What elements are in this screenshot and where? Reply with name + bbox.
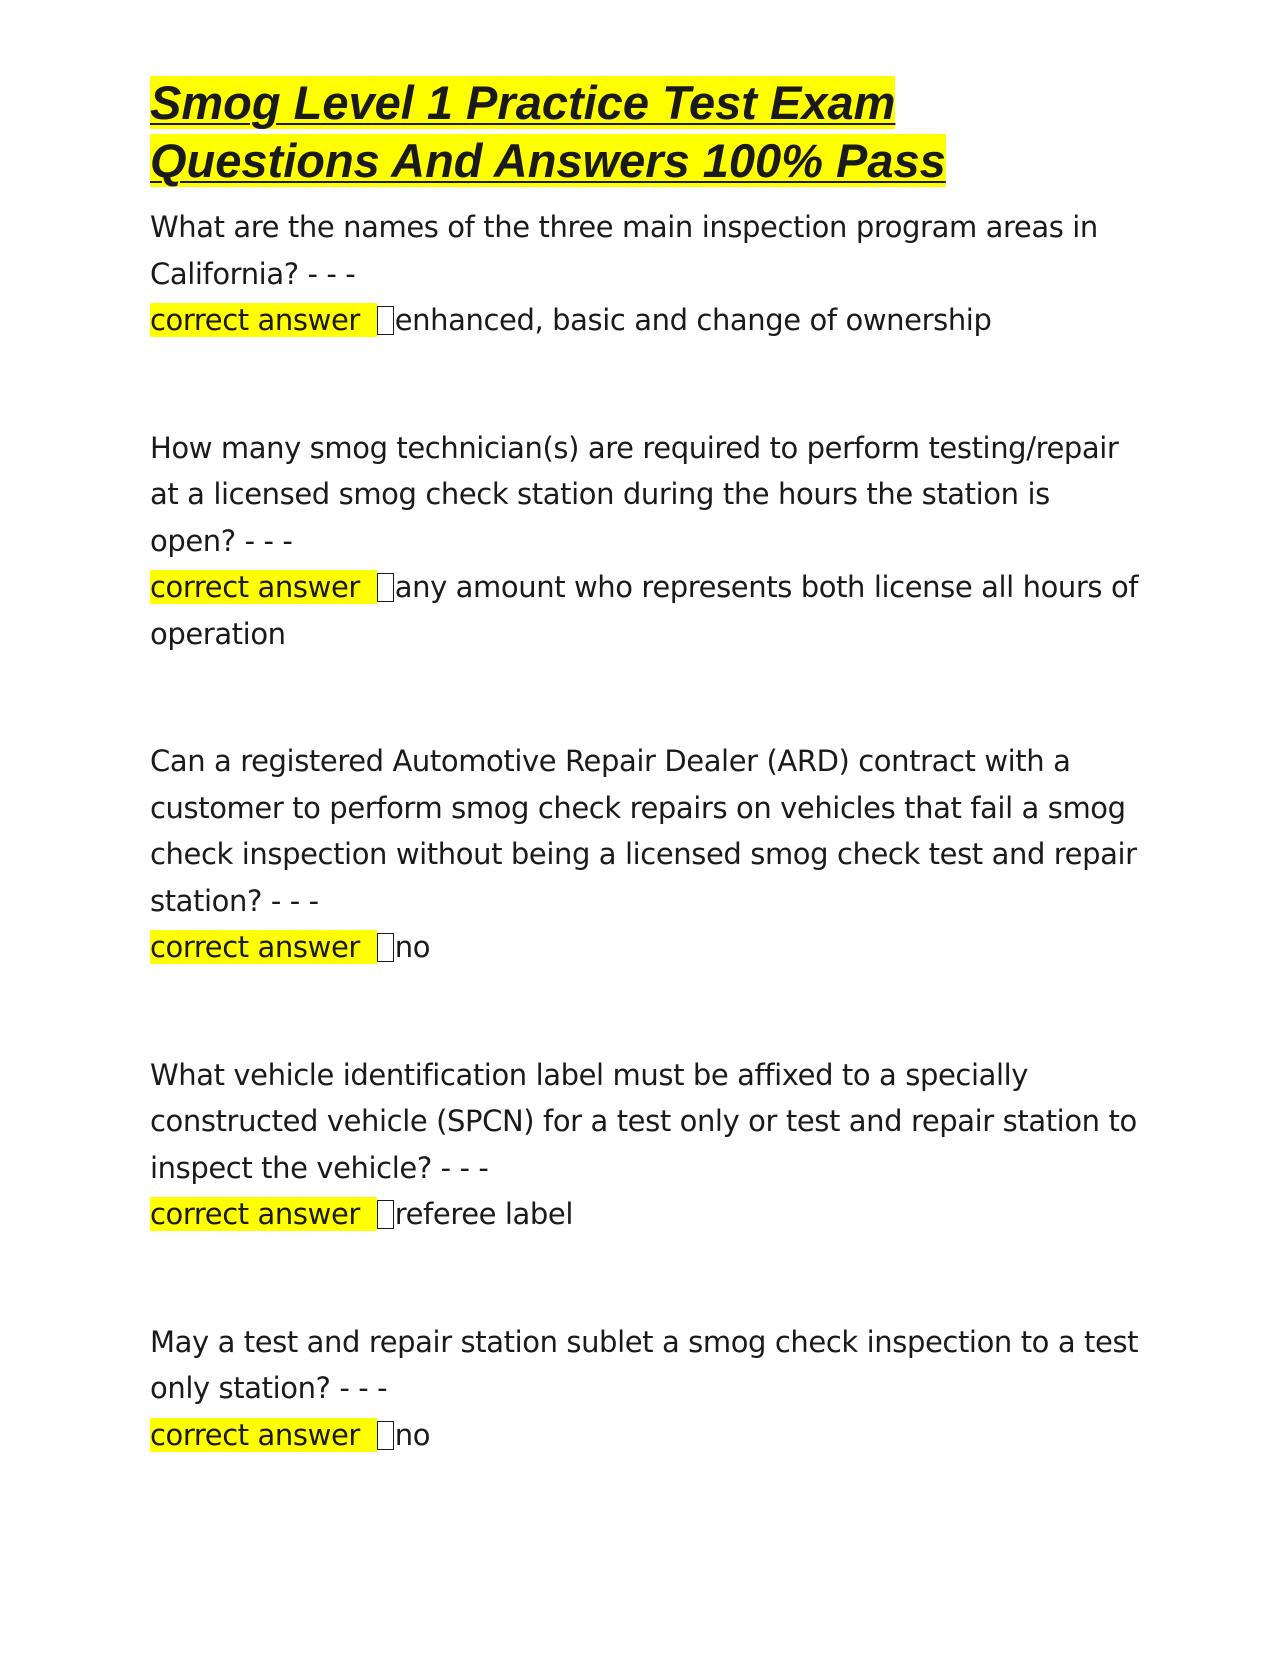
- qa-item-1: [150, 204, 1140, 344]
- missing-glyph-icon: [377, 306, 394, 335]
- answer-label: correct answer: [150, 570, 377, 604]
- answer-text: [150, 297, 1140, 344]
- answer-text: [150, 1412, 1140, 1459]
- question-separator: - - -: [270, 883, 319, 918]
- question-text: How many smog technician(s) are required to perform testing/repair at a licensed smog check station during the hours the station is open? - - -: [150, 430, 1119, 558]
- answer-label: correct answer: [150, 1418, 377, 1452]
- question-text: What are the names of the three main inspection program areas in California? - - -: [150, 210, 1098, 291]
- answer-text: [150, 924, 1140, 971]
- title-line-2: Questions And Answers 100% Pass: [150, 134, 946, 187]
- answer-value: any amount who represents both license all hours of operation: [150, 570, 1139, 651]
- qa-item-4: [150, 1052, 1140, 1238]
- answer-text: [150, 1191, 1140, 1238]
- missing-glyph-icon: [377, 573, 394, 602]
- missing-glyph-icon: [377, 1200, 394, 1229]
- document-title: [150, 74, 1140, 190]
- question-text: Can a registered Automotive Repair Dealer (ARD) contract with a customer to perform smog check repairs on vehicles that fail a smog check inspection without being a licensed smog check test and repair station? - - -: [150, 744, 1137, 918]
- answer-label: correct answer: [150, 930, 377, 964]
- answer-value: no: [394, 1417, 431, 1452]
- title-line-1: Smog Level 1 Practice Test Exam: [150, 76, 896, 129]
- qa-item-3: [150, 738, 1140, 971]
- question-text: May a test and repair station sublet a smog check inspection to a test only station? - - -: [150, 1324, 1139, 1405]
- question-separator: - - -: [339, 1371, 388, 1405]
- answer-value: enhanced, basic and change of ownership: [394, 303, 992, 337]
- missing-glyph-icon: [377, 1421, 394, 1450]
- qa-item-2: [150, 425, 1140, 658]
- answer-value: no: [394, 930, 431, 964]
- answer-label: correct answer: [150, 303, 377, 337]
- answer-label: correct answer: [150, 1197, 377, 1231]
- answer-value: referee label: [394, 1197, 574, 1231]
- question-separator: - - -: [440, 1150, 489, 1185]
- question-text: What vehicle identification label must be affixed to a specially constructed vehicle (SPCN) for a test only or test and repair station to inspect the vehicle? - - -: [150, 1057, 1137, 1185]
- question-separator: - - -: [244, 523, 293, 558]
- question-separator: - - -: [307, 256, 356, 291]
- document-page: [150, 74, 1140, 1458]
- answer-text: [150, 564, 1140, 657]
- missing-glyph-icon: [377, 933, 394, 962]
- qa-item-5: [150, 1319, 1140, 1459]
